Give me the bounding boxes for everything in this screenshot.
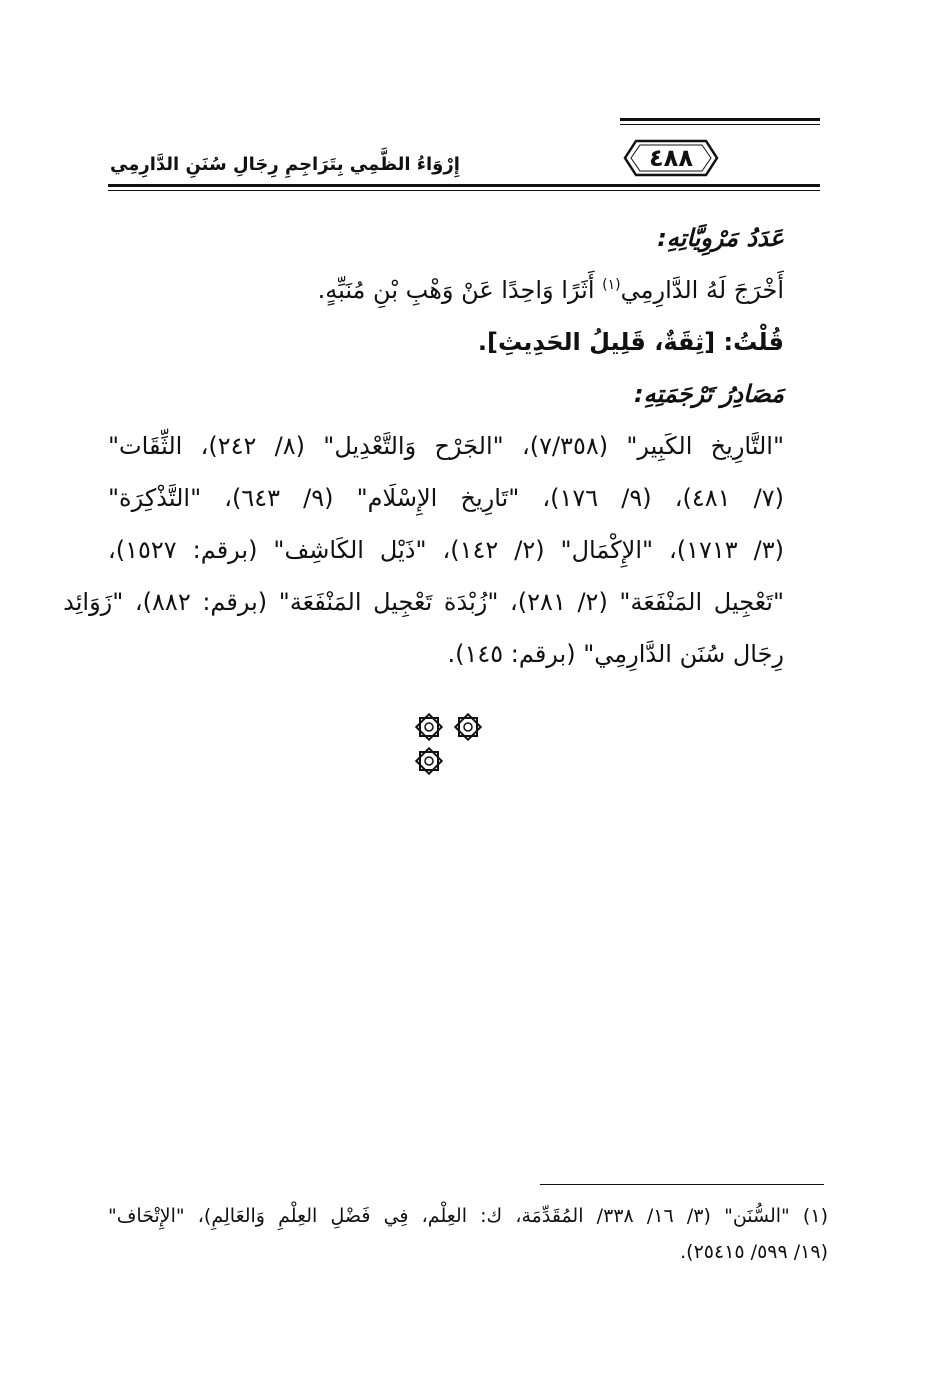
header-bottom-rule-thin: [108, 190, 820, 191]
sources-heading: مَصَادِرُ تَرْجَمَتِهِ:: [634, 380, 784, 408]
sources-line: "تَعْجِيل المَنْفَعَة" (٢/ ٢٨١)، "زُبْدَة تَعْجِيل المَنْفَعَة" (برقم: ٨٨٢)، "زَوَائِد: [63, 588, 784, 616]
sources-line: "التَّارِيخ الكَبِير" (٧/٣٥٨)، "الجَرْح وَالتَّعْدِيل" (٨/ ٢٤٢)، الثِّقَات": [108, 432, 784, 460]
narrations-count-text: [108, 264, 784, 316]
narrations-count-rest: أَثَرًا وَاحِدًا عَنْ وَهْبِ بْنِ مُنَبِّهٍ.: [317, 276, 603, 304]
main-text: [63, 212, 785, 680]
verdict-line: [108, 316, 784, 368]
sources-line: رِجَال سُنَن الدَّارِمِي" (برقم: ١٤٥).: [447, 640, 784, 668]
eight-point-star-icon: [414, 712, 444, 742]
page-number: ٤٨٨: [649, 144, 693, 172]
sources-line: (٣/ ١٧١٣)، "الإِكْمَال" (٢/ ١٤٢)، "ذَيْل الكَاشِف" (برقم: ١٥٢٧)،: [108, 536, 785, 564]
footnote: [108, 1198, 828, 1270]
footnote-separator: [540, 1184, 824, 1185]
verdict-label: قُلْتُ:: [723, 328, 784, 356]
page-number-badge: [622, 138, 720, 178]
footnote-line: (١) "السُّنَن" (٣/ ١٦/ ٣٣٨/ المُقَدِّمَة، ك: العِلْم، فِي فَضْلِ العِلْمِ وَالعَالِمِ)، "الإِتْحَاف": [108, 1205, 828, 1227]
eight-point-star-icon: [453, 712, 483, 742]
footnote-line: (١٩/ ٥٩٩/ ٢٥٤١٥).: [680, 1241, 828, 1263]
narrations-count-heading: عَدَدُ مَرْوِيَّاتِهِ:: [657, 224, 784, 252]
page-header: [108, 118, 820, 198]
header-bottom-rule: [108, 184, 820, 187]
header-top-rule: [620, 118, 820, 121]
header-top-rule-thin: [620, 124, 820, 125]
sources-line: (٧/ ٤٨١)، (٩/ ١٧٦)، "تَارِيخ الإِسْلَام" (٩/ ٦٤٣)، "التَّذْكِرَة": [108, 484, 784, 512]
footnote-reference[interactable]: (١): [602, 277, 621, 293]
narrations-count-lead: أَخْرَجَ لَهُ الدَّارِمِي: [620, 276, 784, 304]
running-title: إِرْوَاءُ الظَّمِي بِتَرَاجِمِ رِجَالِ سُنَنِ الدَّارِمِي: [110, 154, 460, 175]
verdict-text: [ثِقَةٌ، قَلِيلُ الحَدِيثِ].: [477, 328, 724, 356]
eight-point-star-icon: [414, 746, 444, 776]
section-divider-ornaments: [412, 712, 522, 742]
